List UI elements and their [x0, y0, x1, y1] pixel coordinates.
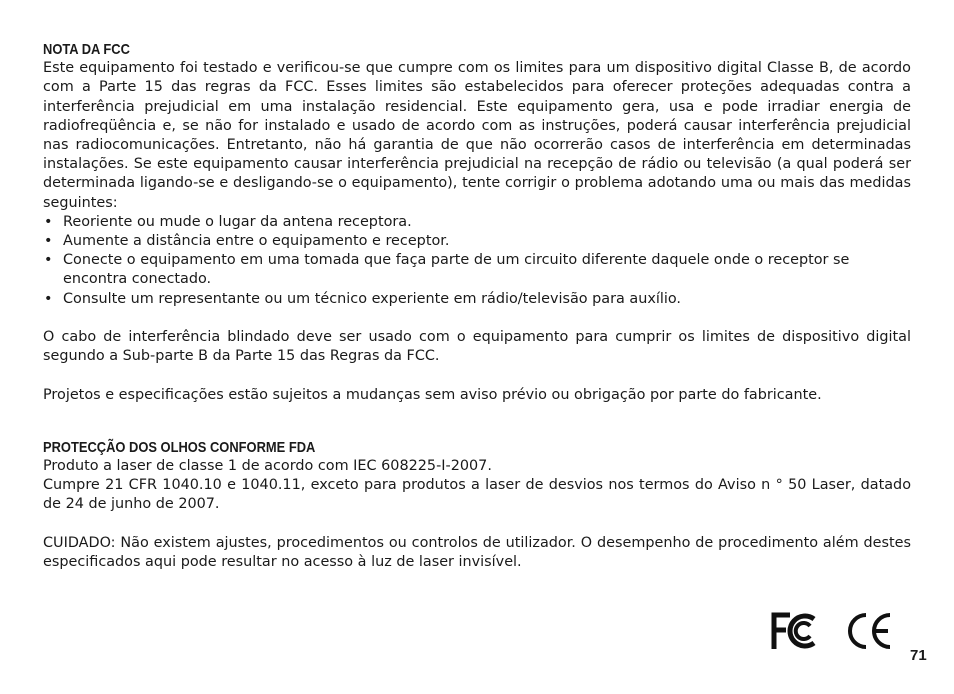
document-page	[43, 40, 911, 572]
spacer	[43, 309, 911, 328]
list-item: • Conecte o equipamento em uma tomada que faça parte de um circuito diferente daquele onde o receptor se encontra conectado.	[43, 251, 911, 289]
specs-note-paragraph: Projetos e especificações estão sujeitos a mudanças sem aviso prévio ou obrigação por parte do fabricante.	[43, 386, 822, 403]
fda-heading: PROTECÇÃO DOS OLHOS CONFORME FDA	[43, 438, 316, 456]
page-number: 71	[910, 647, 927, 664]
fda-caution-paragraph: CUIDADO: Não existem ajustes, procedimentos ou controlos de utilizador. O desempenho de procedimento além destes especificados aqui pode resultar no acesso à luz de laser invisível.	[43, 534, 911, 571]
fda-section	[43, 438, 911, 572]
spacer	[43, 515, 911, 534]
spacer	[43, 366, 911, 385]
fcc-intro-paragraph: Este equipamento foi testado e verificou-se que cumpre com os limites para um dispositivo digital Classe B, de acordo com a Parte 15 das regras da FCC. Esses limites são estabelecidos para oferecer proteções adequadas contra a interferência prejudicial em uma instalação residencial. Este equipamento gera, usa e pode irradiar energia de radiofreqüência e, se não for instalado e usado de acordo com as instruções, poderá causar interferência prejudicial nas radiocomunicações. Entretanto, não há garantia de que não ocorrerão casos de interferência em determinadas instalações. Se este equipamento causar interferência prejudicial na recepção de rádio ou televisão (a qual poderá ser determinada ligando-se e desligando-se o equipamento), tente corrigir o problema adotando uma ou mais das medidas seguintes:	[43, 60, 911, 211]
fcc-heading: NOTA DA FCC	[43, 41, 130, 58]
fda-laser-class-line: Produto a laser de classe 1 de acordo com IEC 608225-I-2007.	[43, 458, 492, 475]
spacer	[43, 405, 911, 438]
fda-cfr-line: Cumpre 21 CFR 1040.10 e 1040.11, exceto para produtos a laser de desvios nos termos do Aviso n ° 50 Laser, datado de 24 de junho de 2007.	[43, 477, 911, 513]
ce-mark-icon	[844, 611, 894, 651]
fcc-section	[43, 40, 911, 405]
list-item: • Consulte um representante ou um técnico experiente em rádio/televisão para auxílio.	[43, 290, 911, 309]
cable-note-paragraph: O cabo de interferência blindado deve ser usado com o equipamento para cumprir os limites de dispositivo digital segundo a Sub-parte B da Parte 15 das Regras da FCC.	[43, 329, 911, 365]
certification-marks	[770, 609, 894, 653]
list-item: • Aumente a distância entre o equipamento e receptor.	[43, 232, 911, 251]
list-item: • Reoriente ou mude o lugar da antena receptora.	[43, 213, 911, 232]
fcc-measures-list	[43, 213, 911, 309]
fcc-logo-icon	[770, 611, 824, 651]
